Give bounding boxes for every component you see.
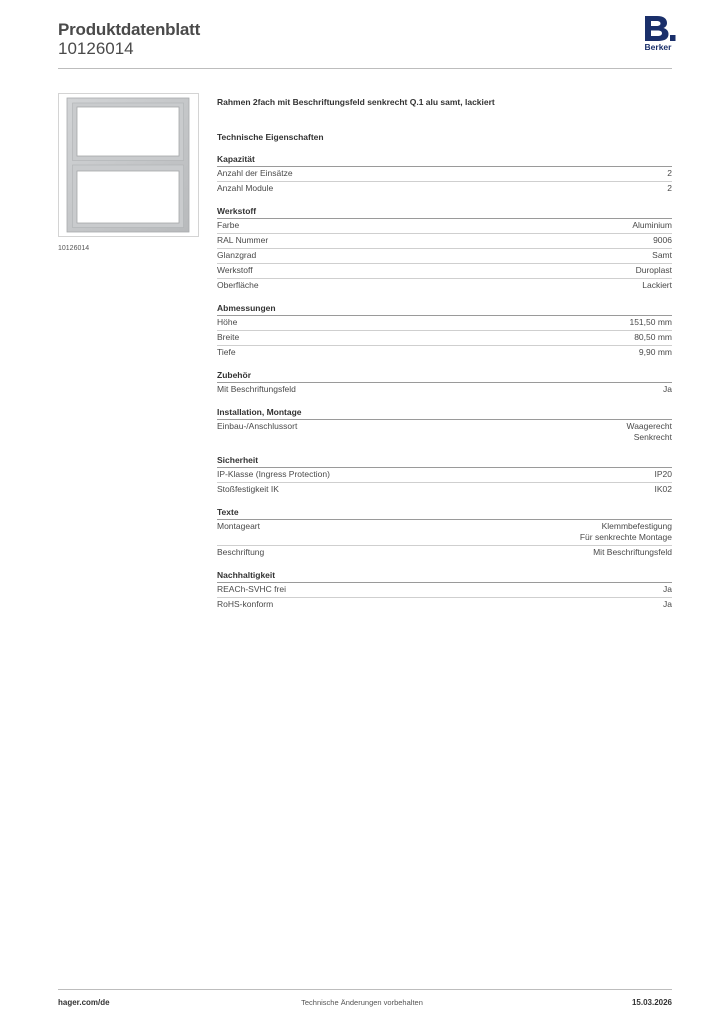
property-row	[217, 264, 672, 279]
property-value	[652, 250, 672, 261]
property-row	[217, 546, 672, 560]
property-value-line: 9006	[653, 235, 672, 245]
property-value-line: Ja	[663, 384, 672, 394]
berker-logo-icon	[640, 15, 676, 42]
property-label: Anzahl der Einsätze	[217, 168, 293, 178]
property-row	[217, 420, 672, 445]
property-label: Stoßfestigkeit IK	[217, 484, 279, 494]
property-label: Anzahl Module	[217, 183, 274, 193]
property-value-line: IK02	[654, 484, 672, 494]
property-label: REACh-SVHC frei	[217, 584, 286, 594]
property-row	[217, 167, 672, 182]
technical-properties-heading: Technische Eigenschaften	[217, 132, 324, 142]
product-details	[217, 95, 672, 612]
property-label: IP-Klasse (Ingress Protection)	[217, 469, 330, 479]
property-value	[663, 584, 672, 595]
brand-name: Berker	[644, 42, 672, 52]
property-label: Oberfläche	[217, 280, 259, 290]
property-value	[653, 235, 672, 246]
double-frame-icon	[59, 94, 198, 236]
property-value	[636, 265, 672, 276]
property-value-line: Ja	[663, 599, 672, 609]
property-value	[593, 547, 672, 558]
property-row	[217, 331, 672, 346]
property-row	[217, 249, 672, 264]
property-value-line: Senkrecht	[633, 432, 672, 442]
property-label: Einbau-/Anschlussort	[217, 421, 298, 431]
property-label: Breite	[217, 332, 240, 342]
property-label: Farbe	[217, 220, 240, 230]
property-value	[580, 521, 672, 543]
berker-logo	[640, 15, 676, 55]
property-label: RAL Nummer	[217, 235, 269, 245]
product-number: 10126014	[58, 39, 134, 58]
section-heading: Installation, Montage	[217, 405, 672, 420]
property-section	[217, 368, 672, 397]
property-row	[217, 316, 672, 331]
footer-disclaimer: Technische Änderungen vorbehalten	[301, 998, 423, 1007]
product-image	[58, 93, 199, 237]
property-row	[217, 383, 672, 397]
property-value	[634, 332, 672, 343]
section-heading: Texte	[217, 505, 672, 520]
property-value-line: Samt	[652, 250, 672, 260]
property-section	[217, 405, 672, 445]
property-value	[632, 220, 672, 231]
property-value-line: 9,90 mm	[638, 347, 672, 357]
property-sections	[217, 152, 672, 612]
property-value-line: Für senkrechte Montage	[579, 532, 672, 542]
property-value-line: 2	[667, 168, 672, 178]
property-value-line: IP20	[654, 469, 672, 479]
property-section	[217, 453, 672, 497]
property-value	[655, 484, 673, 495]
property-label: Beschriftung	[217, 547, 265, 557]
property-value	[667, 168, 672, 179]
property-label: Werkstoff	[217, 265, 253, 275]
property-label: Höhe	[217, 317, 238, 327]
property-row	[217, 346, 672, 360]
property-value	[667, 183, 672, 194]
property-label: Tiefe	[217, 347, 236, 357]
property-label: Montageart	[217, 521, 260, 531]
property-section	[217, 204, 672, 293]
section-heading: Werkstoff	[217, 204, 672, 219]
footer-website: hager.com/de	[58, 998, 110, 1007]
property-value	[663, 599, 672, 610]
section-heading: Abmessungen	[217, 301, 672, 316]
page-title: Produktdatenblatt	[58, 20, 201, 39]
property-value-line: Klemmbefestigung	[601, 521, 672, 531]
property-row	[217, 598, 672, 612]
property-value-line: 80,50 mm	[634, 332, 672, 342]
property-row	[217, 279, 672, 293]
property-label: Mit Beschriftungsfeld	[217, 384, 296, 394]
section-heading: Zubehör	[217, 368, 672, 383]
property-value	[655, 469, 673, 480]
property-value	[639, 347, 672, 358]
property-section	[217, 301, 672, 360]
property-row	[217, 583, 672, 598]
property-row	[217, 219, 672, 234]
product-title: Rahmen 2fach mit Beschriftungsfeld senkrecht Q.1 alu samt, lackiert	[217, 97, 495, 107]
section-heading: Kapazität	[217, 152, 672, 167]
footer-date: 15.03.2026	[631, 998, 672, 1007]
property-row	[217, 182, 672, 196]
property-row	[217, 520, 672, 546]
property-value	[626, 421, 672, 443]
property-label: RoHS-konform	[217, 599, 274, 609]
property-value	[629, 317, 672, 328]
property-row	[217, 234, 672, 249]
image-caption: 10126014	[58, 245, 90, 252]
property-section	[217, 568, 672, 612]
section-heading: Sicherheit	[217, 453, 672, 468]
property-row	[217, 468, 672, 483]
footer-divider	[58, 989, 672, 990]
property-value-line: 151,50 mm	[629, 317, 672, 327]
property-value	[663, 384, 672, 395]
property-value-line: Duroplast	[635, 265, 672, 275]
property-label: Glanzgrad	[217, 250, 257, 260]
header-divider	[58, 68, 672, 69]
property-value-line: Waagerecht	[626, 421, 672, 431]
property-value-line: Aluminium	[632, 220, 672, 230]
property-value-line: Lackiert	[642, 280, 672, 290]
property-value-line: Ja	[663, 584, 672, 594]
property-section	[217, 152, 672, 196]
property-row	[217, 483, 672, 497]
property-section	[217, 505, 672, 560]
property-value	[642, 280, 672, 291]
property-value-line: Mit Beschriftungsfeld	[593, 547, 672, 557]
section-heading: Nachhaltigkeit	[217, 568, 672, 583]
property-value-line: 2	[667, 183, 672, 193]
